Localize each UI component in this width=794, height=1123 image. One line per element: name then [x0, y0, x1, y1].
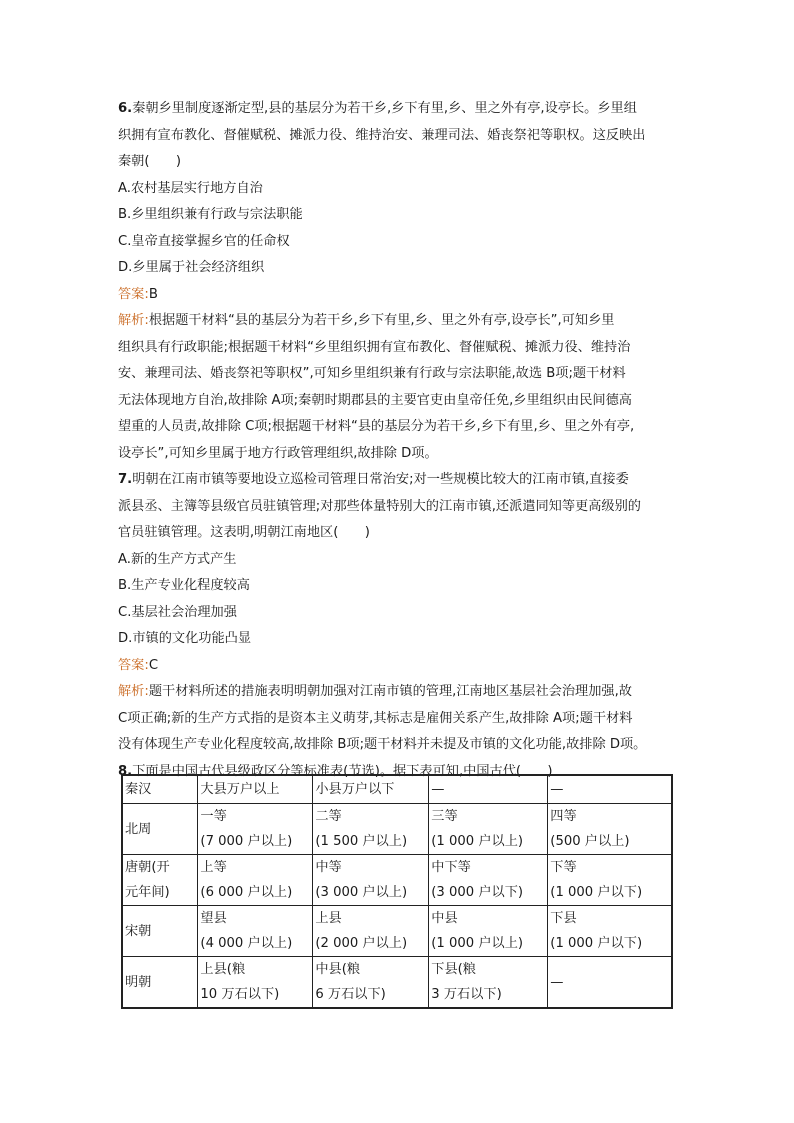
grade-text: 中下等	[431, 860, 471, 875]
dynasty-cell	[122, 906, 198, 957]
grade-cell	[198, 804, 313, 855]
dynasty-label: 北周	[125, 821, 152, 837]
table-row	[122, 804, 672, 855]
option-b: B.生产专业化程度较高	[118, 578, 250, 593]
dynasty-cell	[122, 855, 198, 906]
answer-line	[118, 653, 678, 680]
analysis-line: 无法体现地方自治,故排除 A项;秦朝时期郡县的主要官吏由皇帝任免,乡里组织由民间德高	[118, 392, 632, 408]
option-a: A.农村基层实行地方自治	[118, 180, 263, 196]
grade-text: —	[550, 974, 564, 990]
grade-cell	[548, 804, 672, 855]
dynasty-label: 唐朝(开	[125, 860, 170, 875]
dynasty-cell	[122, 957, 198, 1009]
grade-text: —	[550, 782, 564, 797]
dynasty-label: 明朝	[125, 974, 152, 990]
question-stem-line: 8.下面是中国古代县级政区分等标准表(节选)。据下表可知,中国古代( )	[118, 763, 553, 779]
grade-text: (4 000 户以上)	[200, 936, 293, 951]
grade-text: 上县(粮	[200, 962, 246, 977]
analysis-line: 安、兼理司法、婚丧祭祀等职权”,可知乡里组织兼有行政与宗法职能,故选 B项;题干材料	[118, 366, 626, 381]
option-c: C.皇帝直接掌握乡官的任命权	[118, 233, 290, 249]
dynasty-label: 元年间)	[125, 885, 170, 900]
grade-text: 上县	[315, 911, 342, 926]
grade-cell	[198, 855, 313, 906]
answer-value: C	[148, 657, 159, 673]
question-stem-line: 秦朝( )	[118, 154, 182, 169]
dynasty-cell	[122, 775, 198, 804]
grade-text: 上等	[200, 860, 227, 875]
grade-cell	[429, 855, 548, 906]
option-b: B.乡里组织兼有行政与宗法职能	[118, 207, 303, 222]
grade-text: (1 000 户以下)	[550, 885, 643, 900]
table-row	[122, 855, 672, 906]
question-stem-line: 7.明朝在江南市镇等要地设立巡检司管理日常治安;对一些规模比较大的江南市镇,直接委	[118, 472, 629, 487]
grade-cell	[198, 775, 313, 804]
analysis-label: 解析:	[118, 313, 149, 328]
document-page	[118, 96, 678, 785]
grade-text: (1 000 户以下)	[550, 936, 643, 951]
grade-cell	[548, 775, 672, 804]
grade-cell	[198, 906, 313, 957]
analysis-line: 望重的人员责,故排除 C项;根据题干材料“县的基层分为若干乡,乡下有里,乡、里之外有亭,	[118, 419, 635, 434]
analysis-line: 设亭长”,可知乡里属于地方行政管理组织,故排除 D项。	[118, 445, 438, 461]
grade-text: (1 000 户以上)	[431, 936, 524, 951]
grade-text: 中县	[431, 911, 458, 926]
question-number: 8.	[118, 763, 133, 779]
answer-label: 答案:	[118, 286, 149, 302]
analysis-line: 解析:题干材料所述的措施表明明朝加强对江南市镇的管理,江南地区基层社会治理加强,故	[118, 684, 632, 699]
grade-cell	[548, 855, 672, 906]
answer-label: 答案:	[118, 657, 149, 673]
grade-text: 6 万石以下)	[315, 987, 386, 1002]
grade-cell	[548, 957, 672, 1009]
grade-cell	[313, 855, 429, 906]
grade-text: (3 000 户以上)	[315, 885, 408, 900]
grade-text: (3 000 户以下)	[431, 885, 524, 900]
grade-text: 中等	[315, 860, 342, 875]
answer-value: B	[148, 286, 158, 302]
grade-text: 四等	[550, 809, 577, 824]
grade-cell	[429, 957, 548, 1009]
question-number: 6.	[118, 101, 133, 116]
grade-text: 望县	[200, 911, 227, 926]
grade-text: 小县万户以下	[315, 782, 395, 797]
dynasty-label: 宋朝	[125, 923, 152, 939]
grade-cell	[198, 957, 313, 1009]
dynasty-cell	[122, 804, 198, 855]
county-grade-table	[121, 774, 673, 1009]
grade-text: —	[431, 782, 445, 797]
grade-cell	[313, 957, 429, 1009]
grade-cell	[313, 906, 429, 957]
grade-text: 下等	[550, 860, 577, 875]
grade-text: 下县(粮	[431, 962, 476, 977]
question-7	[118, 467, 678, 759]
option-c: C.基层社会治理加强	[118, 604, 237, 620]
question-stem-line: 派县丞、主簿等县级官员驻镇管理;对那些体量特别大的江南市镇,还派遣同知等更高级别的	[118, 498, 641, 514]
grade-text: (7 000 户以上)	[200, 834, 293, 849]
grade-cell	[313, 804, 429, 855]
analysis-line: 组织具有行政职能;根据题干材料“乡里组织拥有宣布教化、督催赋税、摊派力役、维持治	[118, 339, 631, 355]
grade-text: (500 户以上)	[550, 834, 630, 849]
grade-text: (2 000 户以上)	[315, 936, 408, 951]
analysis-line: C项正确;新的生产方式指的是资本主义萌芽,其标志是雇佣关系产生,故排除 A项;题干材料	[118, 710, 633, 726]
grade-cell	[429, 775, 548, 804]
table-row	[122, 957, 672, 1009]
grade-cell	[548, 906, 672, 957]
grade-text: 中县(粮	[315, 962, 361, 977]
question-stem-line: 织拥有宣布教化、督催赋税、摊派力役、维持治安、兼理司法、婚丧祭祀等职权。这反映出	[118, 127, 646, 143]
question-stem-line: 官员驻镇管理。这表明,明朝江南地区( )	[118, 525, 370, 540]
question-stem-line: 6.秦朝乡里制度逐渐定型,县的基层分为若干乡,乡下有里,乡、里之外有亭,设亭长。乡里组	[118, 101, 637, 116]
table-row	[122, 775, 672, 804]
grade-text: (6 000 户以上)	[200, 885, 293, 900]
grade-text: 二等	[315, 809, 342, 824]
question-6	[118, 96, 678, 467]
option-d: D.乡里属于社会经济组织	[118, 260, 265, 275]
grade-cell	[429, 906, 548, 957]
option-d: D.市镇的文化功能凸显	[118, 631, 252, 646]
grade-text: 10 万石以下)	[200, 987, 280, 1002]
grade-text: (1 000 户以上)	[431, 834, 524, 849]
dynasty-label: 秦汉	[125, 782, 152, 797]
answer-line	[118, 282, 678, 309]
grade-cell	[429, 804, 548, 855]
grade-text: (1 500 户以上)	[315, 834, 408, 849]
grade-text: 3 万石以下)	[431, 987, 502, 1002]
analysis-line: 解析:根据题干材料“县的基层分为若干乡,乡下有里,乡、里之外有亭,设亭长”,可知乡里	[118, 313, 615, 328]
table-row	[122, 906, 672, 957]
option-a: A.新的生产方式产生	[118, 551, 237, 567]
analysis-label: 解析:	[118, 684, 149, 699]
grade-text: 下县	[550, 911, 577, 926]
analysis-line: 没有体现生产专业化程度较高,故排除 B项;题干材料并未提及市镇的文化功能,故排除 D项。	[118, 737, 647, 752]
grade-text: 一等	[200, 809, 227, 824]
grade-text: 大县万户以上	[200, 782, 280, 797]
grade-text: 三等	[431, 809, 458, 824]
grade-cell	[313, 775, 429, 804]
question-number: 7.	[118, 472, 133, 487]
